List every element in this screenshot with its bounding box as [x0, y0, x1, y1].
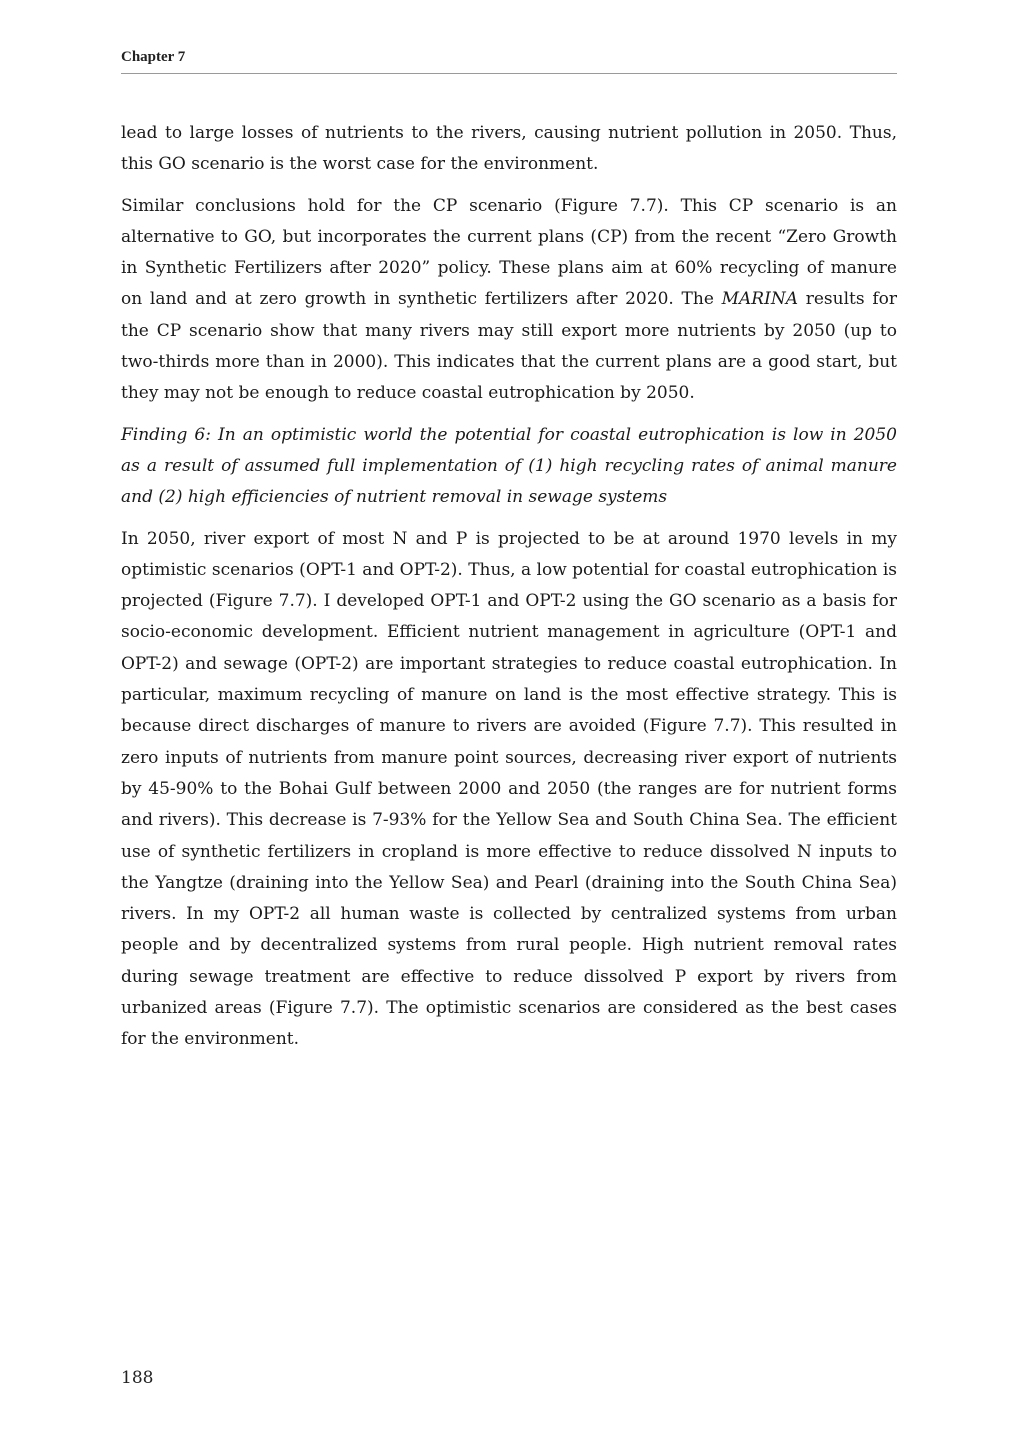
paragraph-2-text-end: results for the CP scenario show that many rivers may still export more nutrients by 2050 (up to two-thirds more than in 2000). This indicates that the current plans are a good start, but they may not be enough to reduce coastal eutrophication by 2050.: [121, 289, 897, 404]
paragraph-1: lead to large losses of nutrients to the rivers, causing nutrient pollution in 2050. Thus, this GO scenario is the worst case for the environment.: [121, 123, 897, 175]
paragraph-2-text-start: Similar conclusions hold for the CP scenario (Figure 7.7). This CP scenario is an alternative to GO, but incorporates the current plans (CP) from the recent “Zero Growth in Synthetic Fertilizers after 2020” policy. These plans aim at 60% recycling of manure on land and at zero growth in synthetic fertilizers after 2020. The: [121, 195, 897, 310]
body-text: [121, 118, 897, 1066]
paragraph-3: In 2050, river export of most N and P is projected to be at around 1970 levels in my optimistic scenarios (OPT-1 and OPT-2). Thus, a low potential for coastal eutrophication is projected (Figure 7.7). I developed OPT-1 and OPT-2 using the GO scenario as a basis for socio-economic development. Efficient nutrient management in agriculture (OPT-1 and OPT-2) and sewage (OPT-2) are important strategies to reduce coastal eutrophication. In particular, maximum recycling of manure on land is the most effective strategy. This is because direct discharges of manure to rivers are avoided (Figure 7.7). This resulted in zero inputs of nutrients from manure point sources, decreasing river export of nutrients by 45-90% to the Bohai Gulf between 2000 and 2050 (the ranges are for nutrient forms and rivers). This decrease is 7-93% for the Yellow Sea and South China Sea. The efficient use of synthetic fertilizers in cropland is more effective to reduce dissolved N inputs to the Yangtze (draining into the Yellow Sea) and Pearl (draining into the South China Sea) rivers. In my OPT-2 all human waste is collected by centralized systems from urban people and by decentralized systems from rural people. High nutrient removal rates during sewage treatment are effective to reduce dissolved P export by rivers from urbanized areas (Figure 7.7). The optimistic scenarios are considered as the best cases for the environment.: [121, 528, 897, 1050]
running-header: [121, 47, 897, 74]
page-number: 188: [121, 1368, 154, 1388]
finding-6: Finding 6: In an optimistic world the potential for coastal eutrophication is low in 2050 as a result of assumed full implementation of (1) high recycling rates of animal manure and (2) high efficiencies of nutrient removal in sewage systems: [121, 424, 897, 508]
chapter-title: Chapter 7: [121, 49, 186, 65]
paragraph-2: [121, 191, 897, 410]
marina-model-name: MARINA: [721, 289, 798, 310]
